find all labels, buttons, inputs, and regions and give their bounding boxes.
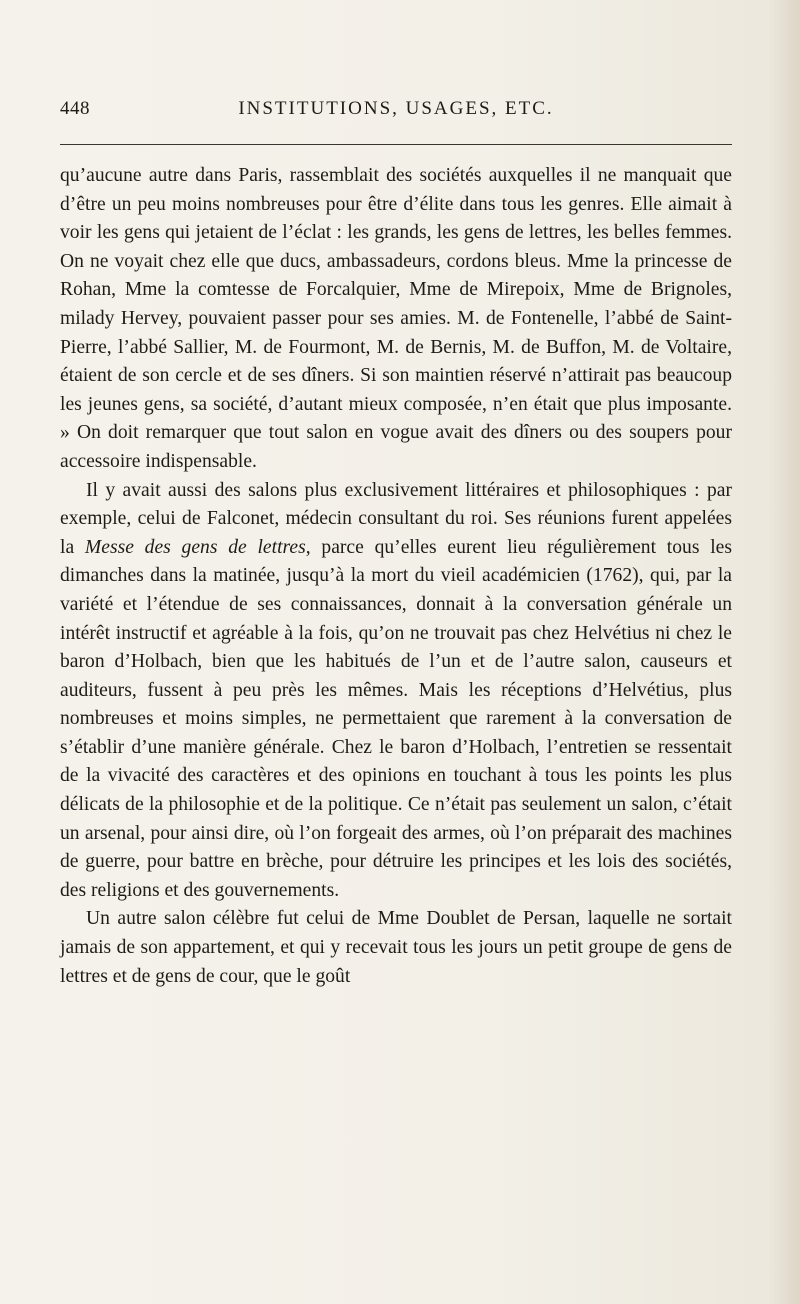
paragraph-2-end: , parce qu’elles eurent lieu régulièrement tous les dimanches dans la matinée, jusqu’à la mort du vieil académicien (1762), qui, par la variété et l’étendue de ses connaissances, donnait à la conversation générale un intérêt instructif et agréable à la fois, qu’on ne trouvait pas chez Helvétius ni chez le baron d’Holbach, bien que les habitués de l’un et de l’autre salon, causeurs et auditeurs, fussent à peu près les mêmes. Mais les réceptions d’Helvétius, plus nombreuses et moins simples, ne permettaient que rarement à la conversation de s’établir d’une manière générale. Chez le baron d’Holbach, l’entretien se ressentait de la vivacité des caractères et des opinions en touchant à tous les points les plus délicats de la philosophie et de la politique. Ce n’était pas seulement un salon, c’était un arsenal, pour ainsi dire, où l’on forgeait des armes, où l’on préparait des machines de guerre, pour battre en brèche, pour détruire les principes et les lois des sociétés, des religions et des gouvernements. [60,536,733,901]
paragraph-2-italic-title: Messe des gens de lettres [84,536,306,558]
paragraph-2 [60,477,732,906]
body-text [60,162,732,991]
page-number: 448 [60,98,90,119]
running-title: INSTITUTIONS, USAGES, ETC. [238,98,554,119]
paragraph-2-start: Il y avait aussi des salons plus exclusivement littéraires et philosophiques : par exemple, celui de Falconet, médecin consultant du roi. Ses réunions furent appelées la [60,479,732,558]
paragraph-3: Un autre salon célèbre fut celui de Mme Doublet de Persan, laquelle ne sortait jamais de son appartement, et qui y recevait tous les jours un petit groupe de gens de lettres et de gens de cour, que le goût [60,908,732,987]
page-header [60,96,732,136]
paragraph-1: qu’aucune autre dans Paris, rassemblait des sociétés auxquelles il ne manquait que d’être un peu moins nombreuses pour être d’élite dans tous les genres. Elle aimait à voir les gens qui jetaient de l’éclat : les grands, les gens de lettres, les belles femmes. On ne voyait chez elle que ducs, ambassadeurs, cordons bleus. Mme la princesse de Rohan, Mme la comtesse de Forcalquier, Mme de Mirepoix, Mme de Brignoles, milady Hervey, pouvaient passer pour ses amies. M. de Fontenelle, l’abbé de Saint-Pierre, l’abbé Sallier, M. de Fourmont, M. de Bernis, M. de Buffon, M. de Voltaire, étaient de son cercle et de ses dîners. Si son maintien réservé n’attirait pas beaucoup les jeunes gens, sa société, d’autant mieux composée, n’en était que plus imposante. » On doit remarquer que tout salon en vogue avait des dîners ou des soupers pour accessoire indispensable. [60,165,732,472]
header-rule [60,144,732,145]
